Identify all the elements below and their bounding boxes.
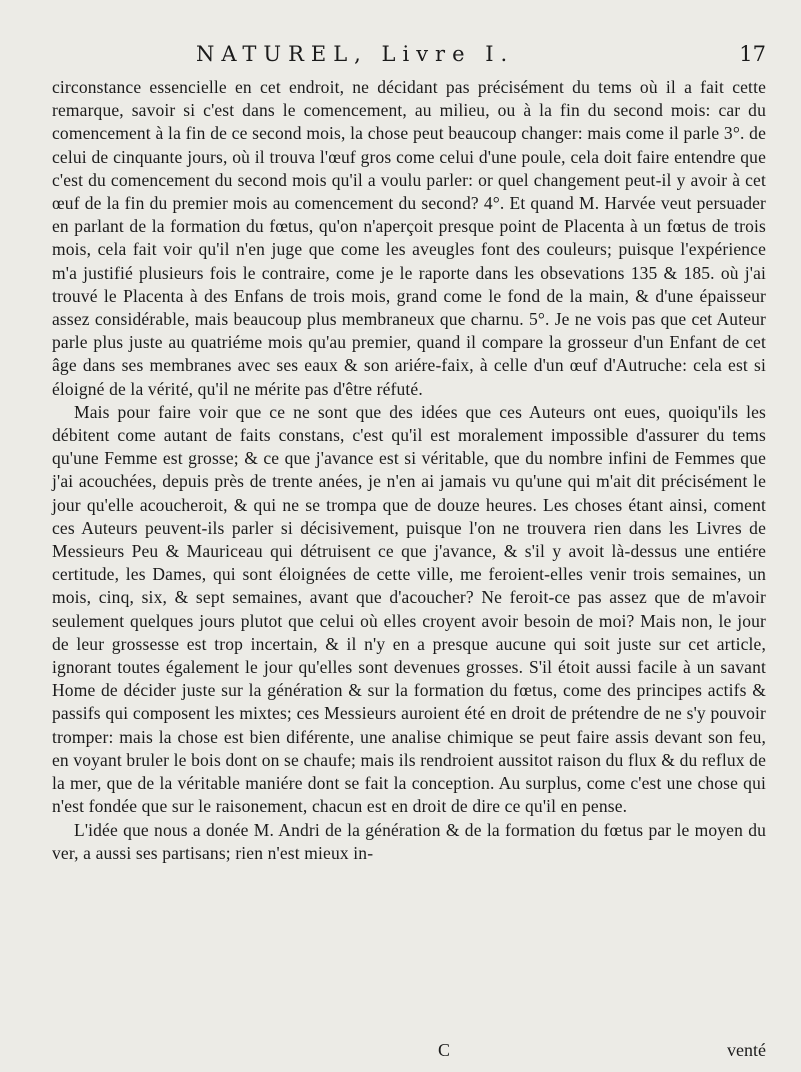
catchword: venté (727, 1040, 766, 1060)
paragraph-3: L'idée que nous a donée M. Andri de la génération & de la formation du fœtus par le moyen du ver, a aussi ses partisans; rien n'est mieux in- (52, 819, 766, 863)
running-header (196, 42, 766, 66)
paragraph-2: Mais pour faire voir que ce ne sont que des idées que ces Auteurs ont eues, quoiqu'ils les débitent come autant de faits constans, c'est qu'il est moralement impossible d'assurer du tems qu'une Femme est grosse; & ce que j'avance est si véritable, que du nombre infini de Femmes que j'ai acouchées, depuis près de trente anées, je n'en ai jamais vu qu'une qui m'ait dit précisément le jour qu'elle acoucheroit, & qui ne se trompa que de douze heures. Les choses étant ainsi, coment ces Auteurs peuvent-ils parler si décisivement, puisque l'on ne trouvera rien dans les Livres de Messieurs Peu & Mauriceau qui détruisent ce que j'avance, & s'il y avoit là-dessus une entiére certitude, les Dames, qui sont éloignées de cette ville, me feroient-elles venir trois semaines, un mois, cinq, six, & sept semaines, avant que d'acoucher? Ne feroit-ce pas assez que de m'avoir seulement quelques jours plutot que celui où elles croyent avoir besoin de moi? Mais non, le jour de leur grossesse est trop incertain, & il n'y en a presque aucune qui soit juste sur cet article, ignorant toutes également le jour qu'elles sont devenues grosses. S'il étoit aussi facile à un savant Home de décider juste sur la génération & sur la formation du fœtus, come des principes actifs & passifs qui composent les mixtes; ces Messieurs auroient été en droit de prétendre de ne s'y pouvoir tromper: mais la chose est bien diférente, une analise chimique se peut faire assis devant son feu, en voyant bruler le bois dont on se chaufe; mais ils rendroient aussitot raison du flux & du reflux de la mer, que de la véritable maniére dont se fait la conception. Au surplus, come c'est une chose qui n'est fondée que sur le raisonement, chacun est en droit de dire ce qu'il en pense. (52, 401, 766, 817)
paragraph-1: circonstance essencielle en cet endroit, ne décidant pas précisément du tems où il a fait cette remarque, savoir si c'est dans le comencement, au milieu, ou à la fin du second mois: car du comencement à la fin de ce second mois, la chose peut beaucoup changer: mais come il parle 3°. de celui de cinquante jours, où il trouva l'œuf gros come celui d'une poule, cela doit faire entendre que c'est du comencement du second mois qu'il a voulu parler: or quel changement peut-il y avoir à cet œuf de la fin du premier mois au comencement du second? 4°. Et quand M. Harvée veut persuader en parlant de la formation du fœtus, qu'on n'aperçoit presque point de Placenta à un fœtus de trois mois, cela fait voir qu'il n'en juge que come les aveugles font des couleurs; puisque l'expérience m'a justifié plusieurs fois le contraire, come je le raporte dans les obsevations 135 & 185. où j'ai trouvé le Placenta à des Enfans de trois mois, grand come le fond de la main, & d'une épaisseur assez considérable, mais beaucoup plus membraneux que charnu. 5°. Je ne vois pas que cet Auteur parle plus juste au quatriéme mois qu'au premier, quand il compare la grosseur d'un Enfant de cet âge dans ses membranes avec ses eaux & son ariére-faix, à celle d'un œuf d'Autruche: cela est si éloigné de la vérité, qu'il ne mérite pas d'être réfuté. (52, 77, 766, 399)
body-text (52, 76, 766, 865)
signature-mark: C (438, 1040, 451, 1060)
page-number: 17 (739, 42, 766, 66)
page-footer (52, 1040, 766, 1064)
running-title: NATUREL, Livre I. (196, 42, 515, 66)
